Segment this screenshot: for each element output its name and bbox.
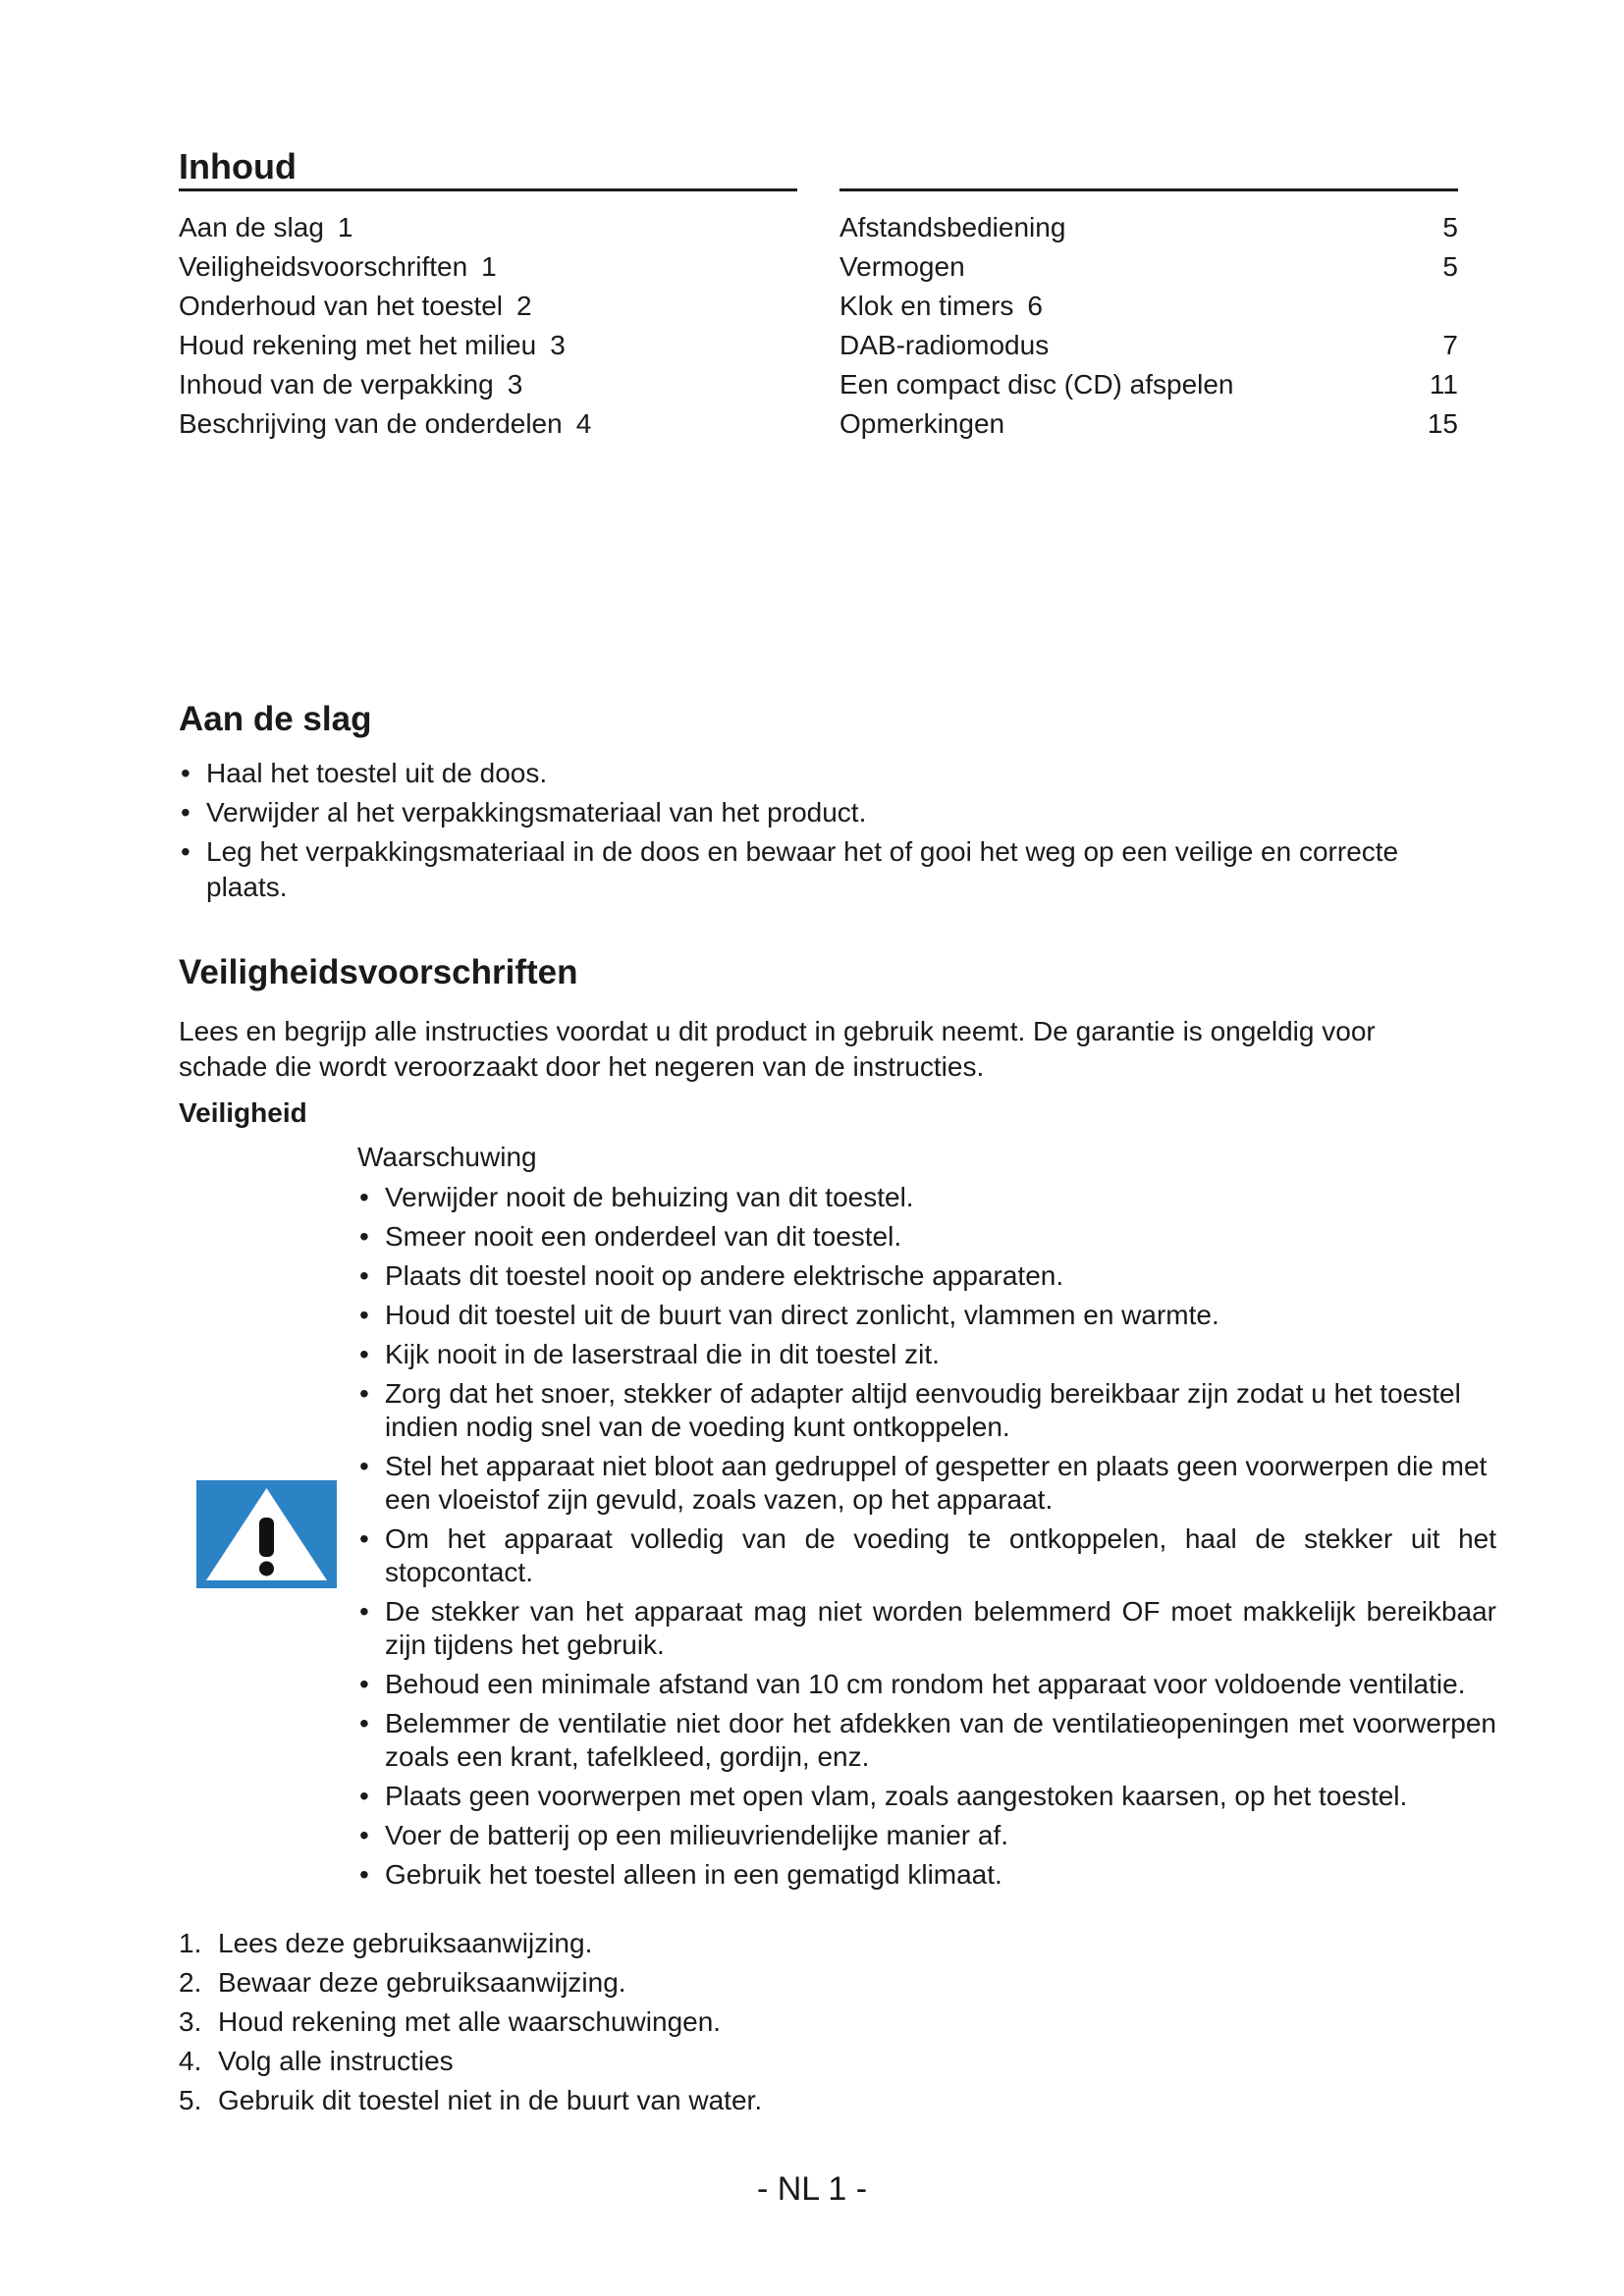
toc-entry-page: 6	[1027, 291, 1043, 321]
toc-entry-label: Afstandsbediening	[839, 212, 1066, 242]
toc-title: Inhoud	[179, 146, 297, 187]
toc-entry-page: 7	[1442, 330, 1458, 360]
list-item: • Voer de batterij op een milieuvriendelijke manier af.	[357, 1819, 1496, 1852]
list-item	[179, 2081, 762, 2120]
toc-entry-label: Inhoud van de verpakking	[179, 369, 494, 400]
toc-rule-right	[839, 188, 1458, 191]
section-heading-getting-started: Aan de slag	[179, 700, 372, 738]
toc-left-column	[179, 208, 797, 444]
safety-intro: Lees en begrijp alle instructies voordat u dit product in gebruik neemt. De garantie is ongeldig voor schade die wordt veroorzaakt door het negeren van de instructies.	[179, 1016, 1376, 1082]
toc-entry-page: 4	[575, 408, 592, 439]
toc-entry[interactable]	[179, 326, 797, 365]
warning-sign-icon	[196, 1480, 337, 1588]
list-text: Houd rekening met alle waarschuwingen.	[218, 2006, 722, 2037]
list-item: • Gebruik het toestel alleen in een gematigd klimaat.	[357, 1858, 1496, 1892]
list-item: • Belemmer de ventilatie niet door het afdekken van de ventilatieopeningen met voorwerpen zoals een krant, tafelkleed, gordijn, enz.	[357, 1707, 1496, 1774]
toc-entry[interactable]	[839, 287, 1458, 326]
warning-list	[357, 1181, 1496, 1897]
list-text: Volg alle instructies	[218, 2046, 454, 2076]
list-number: 5.	[179, 2085, 202, 2115]
toc-entry[interactable]	[839, 365, 1458, 404]
list-item: • Verwijder al het verpakkingsmateriaal van het product.	[179, 795, 1465, 830]
list-item: • Zorg dat het snoer, stekker of adapter altijd eenvoudig bereikbaar zijn zodat u het toestel indien nodig snel van de voeding kunt ontkoppelen.	[357, 1377, 1496, 1444]
toc-entry-label: Beschrijving van de onderdelen	[179, 408, 563, 439]
toc-entry-label: Aan de slag	[179, 212, 324, 242]
toc-entry-page: 1	[337, 212, 353, 242]
list-item: • Stel het apparaat niet bloot aan gedruppel of gespetter en plaats geen voorwerpen die met een vloeistof zijn gevuld, zoals vazen, op het apparaat.	[357, 1450, 1496, 1517]
toc-entry[interactable]	[839, 208, 1458, 247]
toc-entry[interactable]	[839, 326, 1458, 365]
toc-entry-page: 11	[1429, 369, 1458, 400]
list-item: • Kijk nooit in de laserstraal die in dit toestel zit.	[357, 1338, 1496, 1371]
instructions-numbered-list	[179, 1924, 762, 2120]
page-number: - NL 1 -	[756, 2170, 868, 2208]
list-item: • Leg het verpakkingsmateriaal in de doos en bewaar het of gooi het weg op een veilige en correcte plaats.	[179, 834, 1465, 905]
getting-started-list	[179, 756, 1465, 909]
toc-entry[interactable]	[179, 287, 797, 326]
toc-entry-page: 3	[507, 369, 523, 400]
safety-subheading: Veiligheid	[179, 1097, 307, 1128]
list-item	[179, 1924, 762, 1963]
list-item: • De stekker van het apparaat mag niet worden belemmerd OF moet makkelijk bereikbaar zijn tijdens het gebruik.	[357, 1595, 1496, 1662]
list-item: • Plaats geen voorwerpen met open vlam, zoals aangestoken kaarsen, op het toestel.	[357, 1780, 1496, 1813]
toc-entry[interactable]	[839, 404, 1458, 444]
toc-entry-page: 3	[550, 330, 566, 360]
warning-title: Waarschuwing	[357, 1142, 537, 1172]
toc-entry-page: 2	[516, 291, 532, 321]
section-heading-safety: Veiligheidsvoorschriften	[179, 953, 578, 991]
list-text: Lees deze gebruiksaanwijzing.	[218, 1928, 593, 1958]
toc-entry[interactable]	[179, 365, 797, 404]
toc-entry[interactable]	[179, 404, 797, 444]
toc-entry[interactable]	[179, 208, 797, 247]
toc-entry[interactable]	[839, 247, 1458, 287]
toc-entry-label: Onderhoud van het toestel	[179, 291, 504, 321]
list-item	[179, 1963, 762, 2002]
toc-entry-label: Veiligheidsvoorschriften	[179, 251, 468, 282]
list-item: • Behoud een minimale afstand van 10 cm rondom het apparaat voor voldoende ventilatie.	[357, 1668, 1496, 1701]
toc-entry-label: Klok en timers	[839, 291, 1014, 321]
toc-entry-label: Een compact disc (CD) afspelen	[839, 369, 1234, 400]
toc-entry-label: Opmerkingen	[839, 408, 1005, 439]
list-number: 1.	[179, 1928, 202, 1958]
toc-entry[interactable]	[179, 247, 797, 287]
list-item: • Haal het toestel uit de doos.	[179, 756, 1465, 791]
toc-entry-page: 5	[1442, 251, 1458, 282]
toc-entry-page: 15	[1427, 408, 1458, 439]
list-item	[179, 2002, 762, 2042]
toc-entry-label: DAB-radiomodus	[839, 330, 1050, 360]
list-item: • Houd dit toestel uit de buurt van direct zonlicht, vlammen en warmte.	[357, 1299, 1496, 1332]
toc-entry-page: 5	[1442, 212, 1458, 242]
list-number: 2.	[179, 1967, 202, 1998]
list-text: Bewaar deze gebruiksaanwijzing.	[218, 1967, 626, 1998]
list-item: • Smeer nooit een onderdeel van dit toestel.	[357, 1220, 1496, 1254]
list-item: • Plaats dit toestel nooit op andere elektrische apparaten.	[357, 1259, 1496, 1293]
list-item	[179, 2042, 762, 2081]
toc-entry-label: Houd rekening met het milieu	[179, 330, 537, 360]
list-item: • Verwijder nooit de behuizing van dit toestel.	[357, 1181, 1496, 1214]
toc-entry-label: Vermogen	[839, 251, 965, 282]
list-number: 4.	[179, 2046, 202, 2076]
toc-entry-page: 1	[481, 251, 497, 282]
list-text: Gebruik dit toestel niet in de buurt van water.	[218, 2085, 763, 2115]
toc-right-column	[839, 208, 1458, 444]
toc-rule-left	[179, 188, 797, 191]
list-number: 3.	[179, 2006, 202, 2037]
list-item: • Om het apparaat volledig van de voeding te ontkoppelen, haal de stekker uit het stopcontact.	[357, 1522, 1496, 1589]
